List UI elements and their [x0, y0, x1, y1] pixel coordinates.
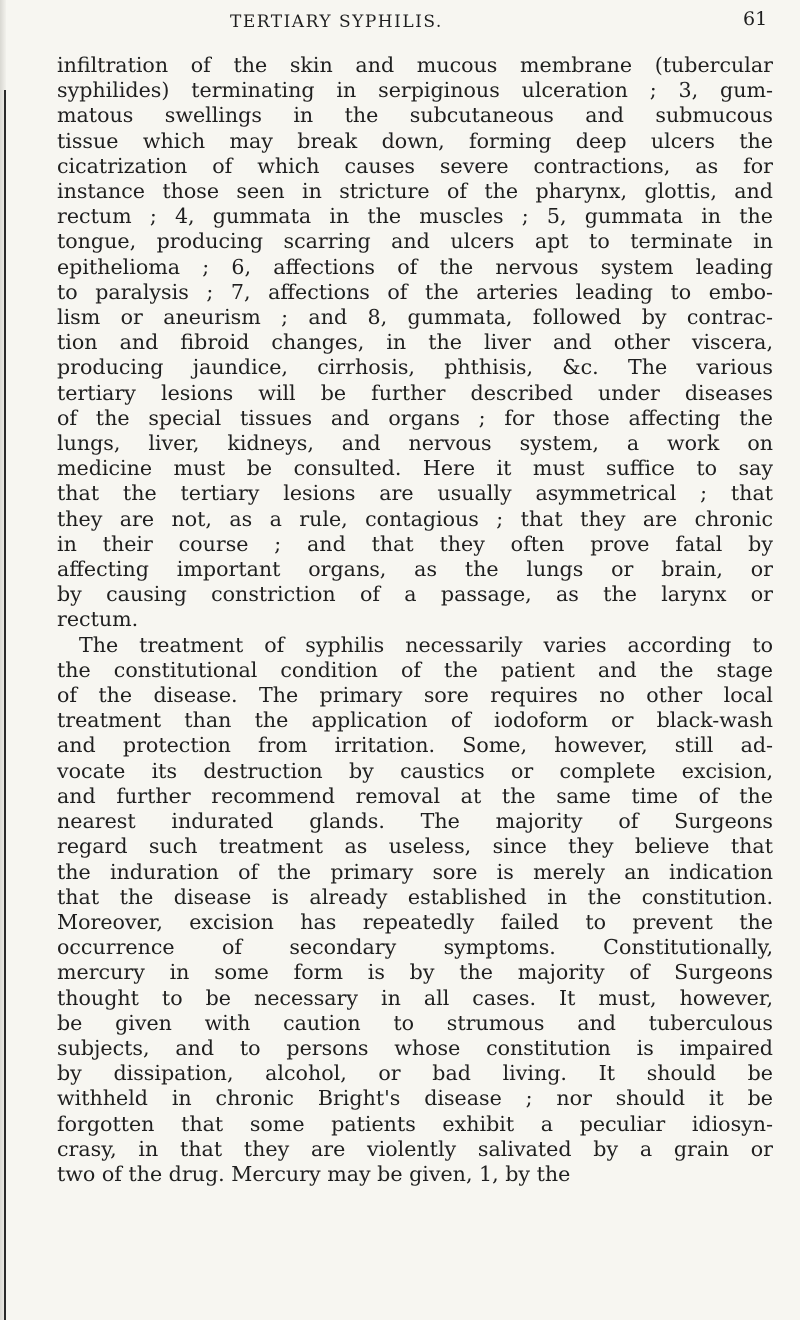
text-line: in their course ; and that they often prove fatal by	[57, 531, 773, 556]
text-line: epithelioma ; 6, affections of the nervous system leading	[57, 254, 773, 279]
running-head	[0, 6, 800, 36]
text-line: they are not, as a rule, contagious ; that they are chronic	[57, 506, 773, 531]
text-line: The treatment of syphilis necessarily varies according to	[79, 632, 773, 657]
text-line: matous swellings in the subcutaneous and submucous	[57, 103, 773, 128]
text-line: syphilides) terminating in serpiginous ulceration ; 3, gum-	[57, 78, 773, 103]
text-line: lism or aneurism ; and 8, gummata, followed by contrac-	[57, 305, 773, 330]
text-line: rectum.	[57, 607, 139, 632]
text-line: that the disease is already established in the constitution.	[57, 884, 773, 909]
text-line: nearest indurated glands. The majority of Surgeons	[57, 809, 773, 834]
text-line: affecting important organs, as the lungs or brain, or	[57, 557, 773, 582]
text-line: tertiary lesions will be further described under diseases	[57, 380, 773, 405]
text-line: infiltration of the skin and mucous membrane (tubercular	[57, 53, 773, 77]
paragraph-tertiary-lesions	[57, 53, 773, 633]
text-line: vocate its destruction by caustics or complete excision,	[57, 758, 773, 783]
text-line: subjects, and to persons whose constitution is impaired	[57, 1035, 773, 1060]
text-line: tissue which may break down, forming deep ulcers the	[57, 128, 773, 153]
paragraph-treatment	[57, 633, 773, 1187]
text-line: the induration of the primary sore is merely an indication	[57, 859, 773, 884]
text-line: the constitutional condition of the patient and the stage	[57, 657, 773, 682]
running-head-title: TERTIARY SYPHILIS.	[230, 12, 443, 32]
text-line: of the disease. The primary sore requires no other local	[57, 683, 773, 708]
text-line: tion and fibroid changes, in the liver and other viscera,	[57, 330, 773, 355]
text-line: tongue, producing scarring and ulcers apt to terminate in	[57, 229, 773, 254]
text-line: and further recommend removal at the same time of the	[57, 783, 773, 808]
text-line: mercury in some form is by the majority of Surgeons	[57, 960, 773, 985]
text-line: Moreover, excision has repeatedly failed to prevent the	[57, 909, 773, 934]
text-line: of the special tissues and organs ; for those affecting the	[57, 405, 773, 430]
text-line: instance those seen in stricture of the pharynx, glottis, and	[57, 179, 773, 204]
text-line: treatment than the application of iodoform or black-wash	[57, 708, 773, 733]
body-text	[57, 53, 773, 1187]
page-number: 61	[743, 8, 768, 30]
text-line: two of the drug. Mercury may be given, 1, by the	[57, 1161, 571, 1186]
text-line: crasy, in that they are violently salivated by a grain or	[57, 1136, 773, 1161]
text-line: producing jaundice, cirrhosis, phthisis, &c. The various	[57, 355, 773, 380]
text-line: regard such treatment as useless, since they believe that	[57, 834, 773, 859]
text-line: withheld in chronic Bright's disease ; nor should it be	[57, 1086, 773, 1111]
binding-edge-line	[4, 90, 6, 1320]
text-line: to paralysis ; 7, affections of the arteries leading to embo-	[57, 279, 773, 304]
text-line: thought to be necessary in all cases. It must, however,	[57, 985, 773, 1010]
text-line: rectum ; 4, gummata in the muscles ; 5, gummata in the	[57, 204, 773, 229]
text-line: occurrence of secondary symptoms. Constitutionally,	[57, 935, 773, 960]
text-line: cicatrization of which causes severe contractions, as for	[57, 153, 773, 178]
text-line: be given with caution to strumous and tuberculous	[57, 1010, 773, 1035]
text-line: that the tertiary lesions are usually asymmetrical ; that	[57, 481, 773, 506]
text-line: medicine must be consulted. Here it must suffice to say	[57, 456, 773, 481]
text-line: lungs, liver, kidneys, and nervous system, a work on	[57, 431, 773, 456]
text-line: forgotten that some patients exhibit a peculiar idiosyn-	[57, 1111, 773, 1136]
text-line: and protection from irritation. Some, however, still ad-	[57, 733, 773, 758]
text-line: by dissipation, alcohol, or bad living. It should be	[57, 1061, 773, 1086]
text-line: by causing constriction of a passage, as the larynx or	[57, 582, 773, 607]
